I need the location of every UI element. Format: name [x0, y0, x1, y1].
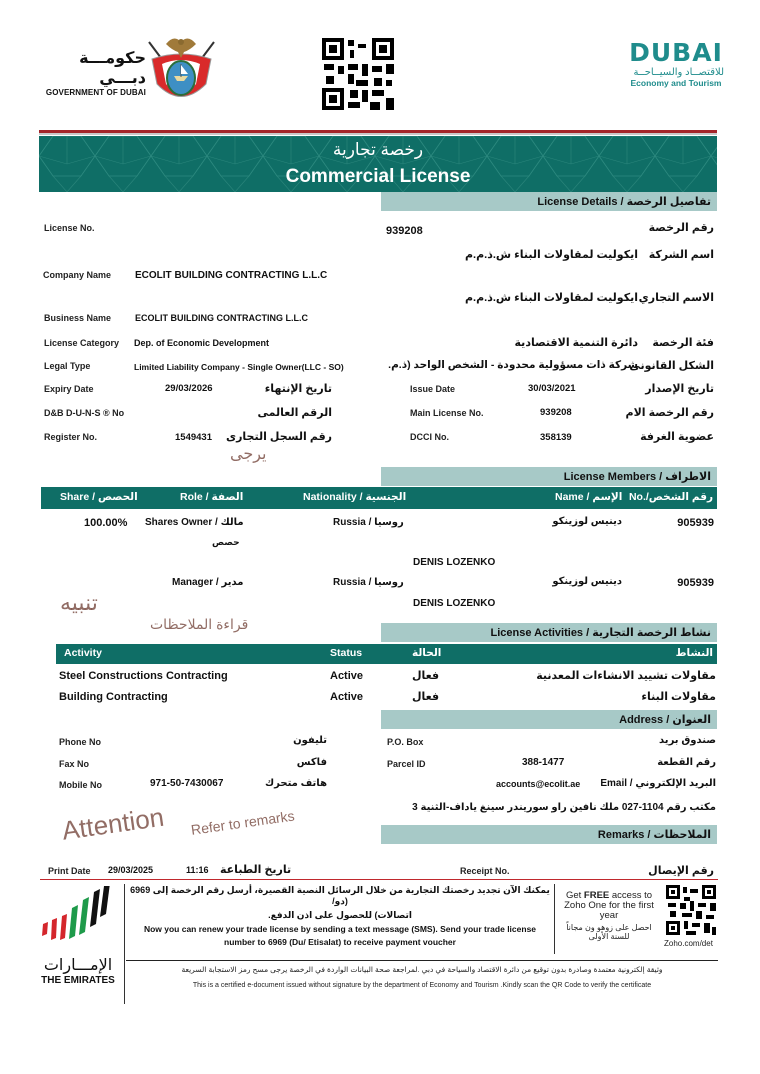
business-name-label-ar: الاسم التجاري — [638, 292, 714, 304]
sms-notice-en-line2: number to 6969 (Du/ Etisalat) to receive payment voucher — [224, 937, 456, 947]
legal-type-value: Limited Liability Company - Single Owner(LLC - SO) — [134, 362, 344, 372]
emirates-logo-english: THE EMIRATES — [41, 975, 115, 986]
member-share: 100.00% — [84, 517, 128, 529]
remarks-title: الملاحظات / Remarks — [597, 829, 711, 841]
issue-date-label: Issue Date — [410, 384, 456, 394]
banner-title-english: Commercial License — [285, 166, 471, 187]
print-date-value: 29/03/2025 — [108, 865, 154, 875]
dcci-no-label: DCCI No. — [410, 432, 449, 442]
mobile-label: Mobile No — [59, 780, 102, 790]
activity-status-ar: فعال — [412, 691, 440, 703]
issue-date-label-ar: تاريخ الإصدار — [645, 383, 714, 395]
gov-logo-english: GOVERNMENT OF DUBAI — [45, 88, 146, 97]
issue-date-value: 30/03/2021 — [528, 383, 576, 394]
license-no-label: License No. — [44, 223, 95, 233]
member-nationality: Russia / روسيا — [333, 517, 404, 528]
license-category-label-ar: فئة الرخصة — [652, 337, 714, 349]
email-label: البريد الإلكتروني / Email — [600, 778, 716, 789]
activity-name: Building Contracting — [59, 691, 168, 703]
member-no: 905939 — [677, 517, 714, 529]
parcel-value: 388-1477 — [522, 757, 565, 768]
parcel-label: Parcel ID — [387, 759, 426, 769]
sms-renewal-notice — [126, 882, 554, 958]
license-category-value: Dep. of Economic Development — [134, 338, 270, 348]
license-category-label: License Category — [44, 338, 120, 348]
expiry-date-value: 29/03/2026 — [165, 383, 213, 394]
address-section-header — [381, 710, 717, 729]
address-title: العنوان / Address — [619, 714, 711, 726]
zoho-offer-post: access to Zoho One for the first year — [564, 890, 654, 921]
license-activities-section-header — [381, 623, 717, 642]
dcci-no-label-ar: عضوية الغرفة — [640, 431, 714, 443]
phone-label-ar: تليفون — [293, 735, 327, 746]
license-category-ar: دائرة التنمية الاقتصادية — [514, 337, 638, 349]
legal-type-label-ar: الشكل القانونى — [629, 360, 714, 372]
duns-label-ar: الرقم العالمى — [257, 407, 332, 419]
activity-name: Steel Constructions Contracting — [59, 670, 228, 682]
member-role: Manager / مدير — [172, 577, 244, 588]
the-emirates-logo — [38, 886, 118, 996]
member-role: Shares Owner / مالك — [145, 517, 244, 528]
banner-top-line-grey — [39, 133, 717, 135]
company-name-label-ar: اسم الشركة — [648, 249, 714, 261]
full-address-ar: مكتب رقم 1104-027 ملك نافين راو سوريندر سينغ ياداف-الثنية 3 — [412, 802, 716, 813]
print-date-label: Print Date — [48, 866, 91, 876]
license-members-title: الاطراف / License Members — [563, 471, 711, 483]
print-time-value: 11:16 — [186, 865, 209, 875]
main-license-label: Main License No. — [410, 408, 484, 418]
arabic-attention-watermark: تنبيه — [60, 590, 98, 615]
certified-notice-ar: وثيقة إلكترونية معتمدة وصادرة بدون توقيع من دائرة الاقتصاد والسياحة في دبي .لمراجعة صحة البيانات الواردة في الرخصة يرجى مسح رمز الاستجابة السريعة — [181, 965, 663, 974]
members-header-no: رقم الشخص/.No — [628, 491, 713, 503]
activities-header-activity-ar: النشاط — [675, 647, 713, 659]
mobile-label-ar: هاتف متحرك — [265, 778, 327, 789]
activity-name-ar: مقاولات البناء — [641, 691, 716, 703]
expiry-date-label: Expiry Date — [44, 384, 94, 394]
activities-header-status: Status — [330, 647, 363, 659]
zoho-qr-code[interactable] — [666, 885, 716, 935]
company-name-label: Company Name — [43, 270, 112, 280]
refer-to-remarks-watermark: Refer to remarks — [190, 807, 296, 838]
dubai-logo-word: DUBAI — [629, 38, 723, 67]
activity-name-ar: مقاولات تشييد الانشاءات المعدنية — [536, 670, 716, 682]
company-name-ar: ايكوليت لمقاولات البناء ش.ذ.م.م — [464, 249, 638, 261]
business-name-ar: ايكوليت لمقاولات البناء ش.ذ.م.م — [464, 292, 638, 304]
sms-notice-divider — [554, 884, 555, 954]
member-name-ar: دينيس لوزينكو — [552, 516, 622, 527]
member-no: 905939 — [677, 577, 714, 589]
legal-type-label: Legal Type — [44, 361, 91, 371]
register-no-label-ar: رقم السجل التجارى — [226, 431, 332, 443]
member-name-ar: دينيس لوزينكو — [552, 576, 622, 587]
mobile-value: 971-50-7430067 — [150, 778, 224, 789]
license-details-title: تفاصيل الرخصة / License Details — [537, 196, 711, 208]
parcel-label-ar: رقم القطعة — [657, 757, 716, 768]
license-members-section-header — [381, 467, 717, 486]
dubai-logo-arabic: للاقتصــاد والسيــاحــة — [633, 67, 724, 78]
members-header-name: Name / الإسم — [555, 491, 623, 503]
register-no-label: Register No. — [44, 432, 98, 442]
remarks-section-header — [381, 825, 717, 844]
activity-status: Active — [330, 670, 364, 682]
zoho-url[interactable]: Zoho.com/det — [664, 939, 713, 948]
dcci-no-value: 358139 — [540, 432, 572, 443]
gov-logo-arabic: حكومـــة دبـــي — [79, 50, 146, 87]
footer-red-line — [40, 879, 718, 880]
commercial-license-banner — [39, 136, 717, 192]
emirates-stripes-icon — [38, 886, 118, 946]
zoho-offer-free: FREE — [583, 890, 610, 901]
members-table-header — [41, 487, 717, 509]
zoho-offer-ar: احصل على زوهو ون مجاناً للسنة الأولى — [566, 923, 652, 941]
dubai-economy-tourism-logo — [628, 38, 724, 88]
company-name-value: ECOLIT BUILDING CONTRACTING L.L.C — [135, 270, 328, 281]
activities-header-activity: Activity — [64, 647, 102, 659]
banner-title-arabic: رخصة تجارية — [332, 140, 424, 159]
members-header-role: Role / الصفة — [180, 491, 244, 503]
main-license-label-ar: رقم الرخصة الام — [625, 407, 714, 419]
member-name-en: DENIS LOZENKO — [413, 557, 496, 568]
print-date-label-ar: تاريخ الطباعة — [220, 864, 292, 876]
phone-label: Phone No — [59, 737, 101, 747]
footer-logo-divider — [124, 884, 125, 1004]
sms-notice-ar-line2: اتصالات) للحصول على اذن الدفع. — [268, 910, 412, 920]
dubai-logo-english: Economy and Tourism — [630, 78, 722, 88]
activities-table-header — [56, 644, 717, 664]
activities-header-status-ar: الحالة — [412, 647, 442, 659]
activity-status-ar: فعال — [412, 670, 440, 682]
emirates-logo-arabic: الإمـــارات — [43, 957, 113, 974]
license-activities-title: نشاط الرخصة التجارية / License Activities — [490, 627, 711, 639]
legal-type-ar: شركة ذات مسؤولية محدودة - الشخص الواحد (ذ.م. — [388, 359, 638, 371]
license-details-section-header — [381, 192, 717, 211]
register-no-value: 1549431 — [175, 432, 212, 443]
fax-label-ar: فاكس — [296, 757, 327, 768]
business-name-value: ECOLIT BUILDING CONTRACTING L.L.C — [135, 313, 308, 323]
receipt-label-ar: رقم الإيصال — [648, 865, 714, 877]
attention-watermark: Attention — [60, 801, 166, 846]
pobox-label-ar: صندوق بريد — [659, 735, 716, 746]
fax-label: Fax No — [59, 759, 90, 769]
activity-status: Active — [330, 691, 364, 703]
sms-notice-en-line1: Now you can renew your trade license by sending a text message (SMS). Send your trade license — [143, 924, 537, 934]
duns-label: D&B D-U-N-S ® No — [44, 408, 125, 418]
footer-black-line — [126, 960, 718, 961]
dubai-emblem-icon — [144, 34, 219, 106]
sms-notice-ar-line1: يمكنك الآن تجديد رخصتك التجارية من خلال الرسائل النصية القصيرة، أرسل رقم الرخصة إلى 6969 (دو/ — [130, 885, 550, 906]
government-of-dubai-logo — [36, 48, 146, 97]
expiry-date-label-ar: تاريخ الإنتهاء — [264, 383, 332, 395]
email-value[interactable]: accounts@ecolit.ae — [496, 779, 581, 789]
member-role-extra: حصص — [212, 537, 240, 547]
members-header-nationality: Nationality / الجنسية — [303, 491, 407, 503]
business-name-label: Business Name — [44, 313, 112, 323]
zoho-offer[interactable] — [558, 891, 660, 941]
arabic-read-remarks-watermark: قراءة الملاحظات — [150, 616, 249, 632]
member-name-en: DENIS LOZENKO — [413, 598, 496, 609]
license-no-value: 939208 — [386, 225, 423, 237]
pobox-label: P.O. Box — [387, 737, 424, 747]
main-license-value: 939208 — [540, 407, 572, 418]
receipt-label: Receipt No. — [460, 866, 510, 876]
qr-code-header — [322, 38, 394, 110]
arabic-please-watermark: يرجى — [230, 446, 267, 463]
zoho-offer-pre: Get — [565, 890, 584, 901]
member-nationality: Russia / روسيا — [333, 577, 404, 588]
members-header-share: Share / الحصص — [60, 491, 138, 503]
license-no-label-ar: رقم الرخصة — [648, 222, 714, 234]
certified-notice-en: This is a certified e-document issued without signature by the department of Economy and Tourism .Kindly scan the QR Code to verify the certificate — [192, 982, 652, 989]
